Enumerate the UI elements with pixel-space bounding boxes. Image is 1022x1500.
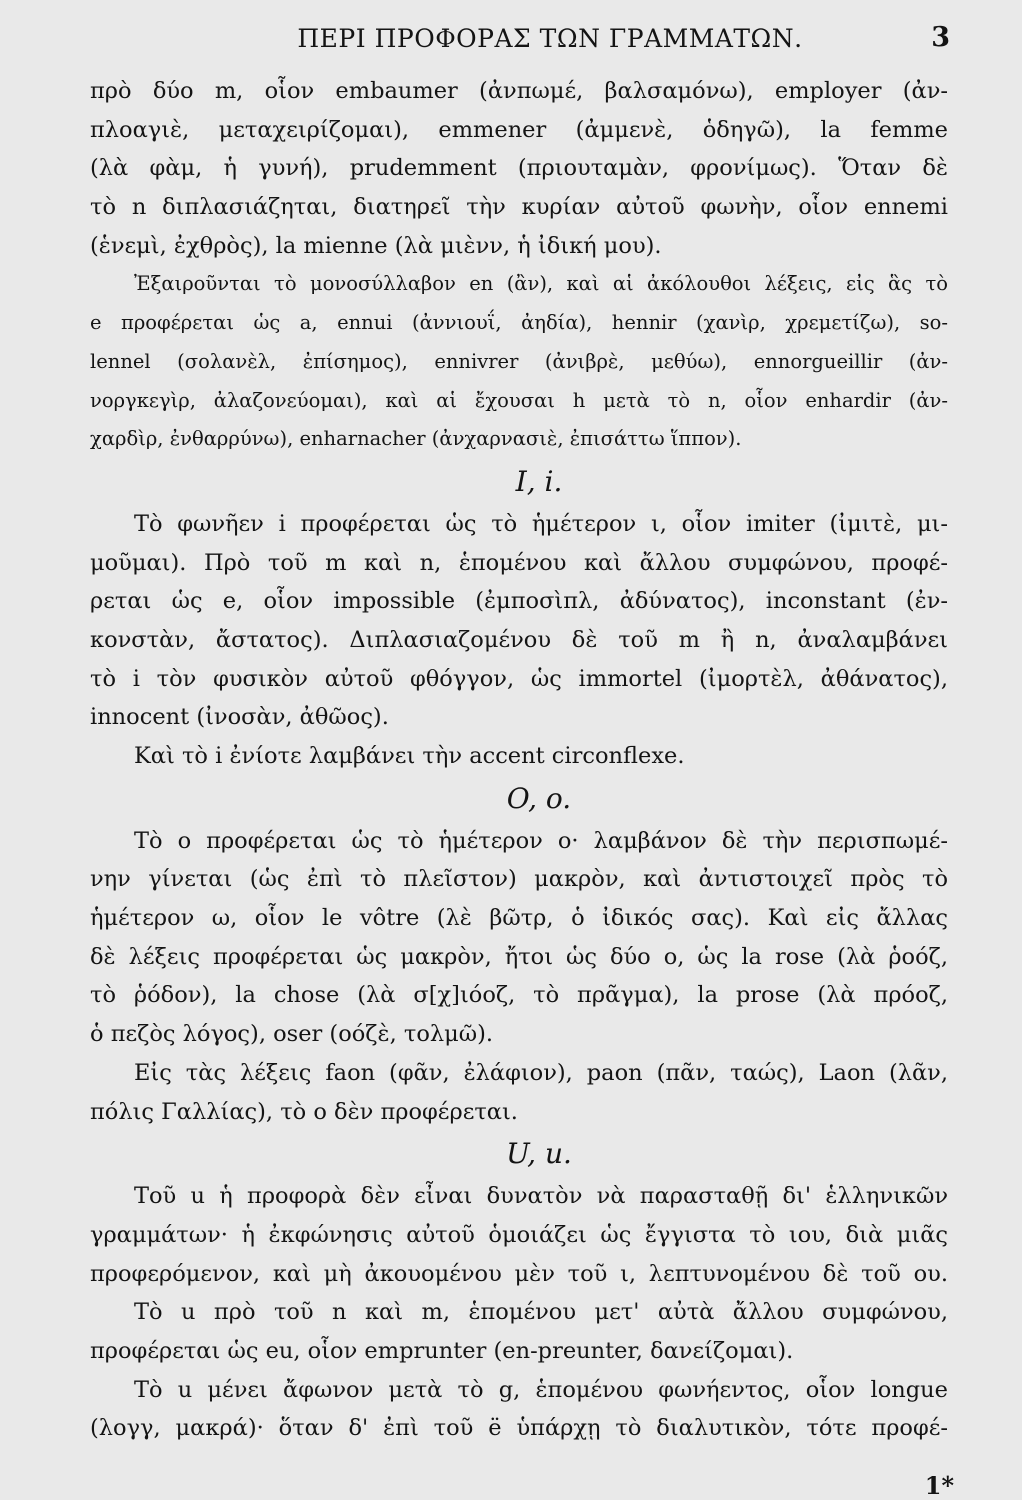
section-heading-o: O, o. [506, 781, 572, 815]
text-line: innocent (ἰνοσὰν, ἀθῶος). [90, 704, 389, 731]
text-line: Καὶ τὸ i ἐνίοτε λαμβάνει τὴν accent circonflexe. [134, 743, 685, 769]
text-line: Εἰς τὰς λέξεις faon (φᾶν, ἐλάφιον), paon (πᾶν, ταώς), Laon (λᾶν, [134, 1059, 948, 1086]
text-line: πλοαγιὲ, μεταχειρίζομαι), emmener (ἀμμενὲ, ὁδηγῶ), la femme [90, 116, 948, 143]
section-heading-u: U, u. [506, 1137, 572, 1171]
text-line: Τοῦ u ἡ προφορὰ δὲν εἶναι δυνατὸν νὰ παρασταθῇ δι' ἑλληνικῶν [134, 1183, 948, 1210]
text-line: Τὸ u πρὸ τοῦ n καὶ m, ἑπομένου μετ' αὐτὰ ἄλλου συμφώνου, [134, 1299, 948, 1326]
text-line: προφερόμενον, καὶ μὴ ἀκουομένου μὲν τοῦ ι, λεπτυνομένου δὲ τοῦ ου. [90, 1260, 948, 1287]
text-line: (ἑνεμὶ, ἐχθρὸς), la mienne (λὰ μιὲνν, ἡ ἰδική μου). [90, 232, 662, 259]
text-line: Τὸ o προφέρεται ὡς τὸ ἡμέτερον ο· λαμβάνον δὲ τὴν περισπωμέ- [134, 827, 948, 854]
running-header [90, 18, 950, 58]
text-line: (λὰ φὰμ, ἡ γυνή), prudemment (πριουταμὰν, φρονίμως). Ὅταν δὲ [90, 155, 948, 182]
paragraph-e-continued [90, 72, 948, 265]
text-line: νοργκεγὶρ, ἀλαζονεύομαι), καὶ αἱ ἔχουσαι h μετὰ τὸ n, οἷον enhardir (ἀν- [90, 388, 948, 412]
section-heading-i: I, i. [515, 464, 563, 498]
page-number: 3 [931, 22, 950, 53]
section-i-text [90, 505, 948, 776]
text-line: χαρδὶρ, ἐνθαρρύνω), enharnacher (ἀνχαρνασιὲ, ἐπισάττω ἵππον). [90, 427, 742, 451]
text-line: κονστὰν, ἄστατος). Διπλασιαζομένου δὲ τοῦ m ἢ n, ἀναλαμβάνει [90, 626, 948, 653]
text-line: πρὸ δύο m, οἷον embaumer (ἀνπωμέ, βαλσαμόνω), employer (ἀν- [90, 78, 948, 104]
text-line: μοῦμαι). Πρὸ τοῦ m καὶ n, ἑπομένου καὶ ἄλλου συμφώνου, προφέ- [90, 549, 948, 576]
text-line: δὲ λέξεις προφέρεται ὡς μακρὸν, ἤτοι ὡς δύο o, ὡς la rose (λὰ ῥοόζ, [90, 943, 948, 970]
text-line: ὁ πεζὸς λόγος), oser (οόζὲ, τολμῶ). [90, 1021, 494, 1048]
text-line: Ἐξαιροῦνται τὸ μονοσύλλαβον en (ἂν), καὶ αἱ ἀκόλουθοι λέξεις, εἰς ἃς τὸ [134, 272, 948, 296]
section-o-text [90, 822, 948, 1132]
text-line: τὸ n διπλασιάζηται, διατηρεῖ τὴν κυρίαν αὐτοῦ φωνὴν, οἷον ennemi [90, 194, 948, 221]
text-line: τὸ ῥόδον), la chose (λὰ σ[χ]ιόοζ, τὸ πρᾶγμα), la prose (λὰ πρόοζ, [90, 982, 948, 1009]
text-line: πόλις Γαλλίας), τὸ o δὲν προφέρεται. [90, 1098, 518, 1125]
text-line: ἡμέτερον ω, οἷον le vôtre (λὲ βῶτρ, ὁ ἰδικός σας). Καὶ εἰς ἄλλας [90, 905, 948, 932]
paragraph-exceptions [90, 265, 948, 458]
text-line: γραμμάτων· ἡ ἐκφώνησις αὐτοῦ ὁμοιάζει ὡς ἔγγιστα τὸ ιου, διὰ μιᾶς [90, 1221, 948, 1248]
page-body [90, 72, 948, 1448]
text-line: ρεται ὡς e, οἷον impossible (ἐμποσὶπλ, ἀδύνατος), inconstant (ἐν- [90, 588, 948, 615]
text-line: lennel (σολανὲλ, ἐπίσημος), ennivrer (ἀνιβρὲ, μεθύω), ennorgueillir (ἀν- [90, 349, 948, 373]
text-line: (λογγ, μακρά)· ὅταν δ' ἐπὶ τοῦ ë ὑπάρχῃ τὸ διαλυτικὸν, τότε προφέ- [90, 1415, 948, 1442]
text-line: e προφέρεται ὡς a, ennui (ἀννιουΐ, ἀηδία), hennir (χανὶρ, χρεμετίζω), so- [90, 311, 948, 335]
text-line: Τὸ u μένει ἄφωνον μετὰ τὸ g, ἑπομένου φωνήεντος, οἷον longue [134, 1376, 948, 1403]
text-line: νην γίνεται (ὡς ἐπὶ τὸ πλεῖστον) μακρὸν, καὶ ἀντιστοιχεῖ πρὸς τὸ [90, 866, 948, 893]
text-line: προφέρεται ὡς eu, οἷον emprunter (en-preunter, δανείζομαι). [90, 1337, 794, 1364]
running-title: ΠΕΡΙ ΠΡΟΦΟΡΑΣ ΤΩΝ ΓΡΑΜΜΑΤΩΝ. [297, 24, 803, 53]
text-line: Τὸ φωνῆεν i προφέρεται ὡς τὸ ἡμέτερον ι, οἷον imiter (ἰμιτὲ, μι- [134, 510, 948, 537]
signature-mark: 1* [924, 1471, 954, 1500]
text-line: τὸ i τὸν φυσικὸν αὐτοῦ φθόγγον, ὡς immortel (ἰμορτὲλ, ἀθάνατος), [90, 665, 948, 692]
section-u-text [90, 1177, 948, 1448]
